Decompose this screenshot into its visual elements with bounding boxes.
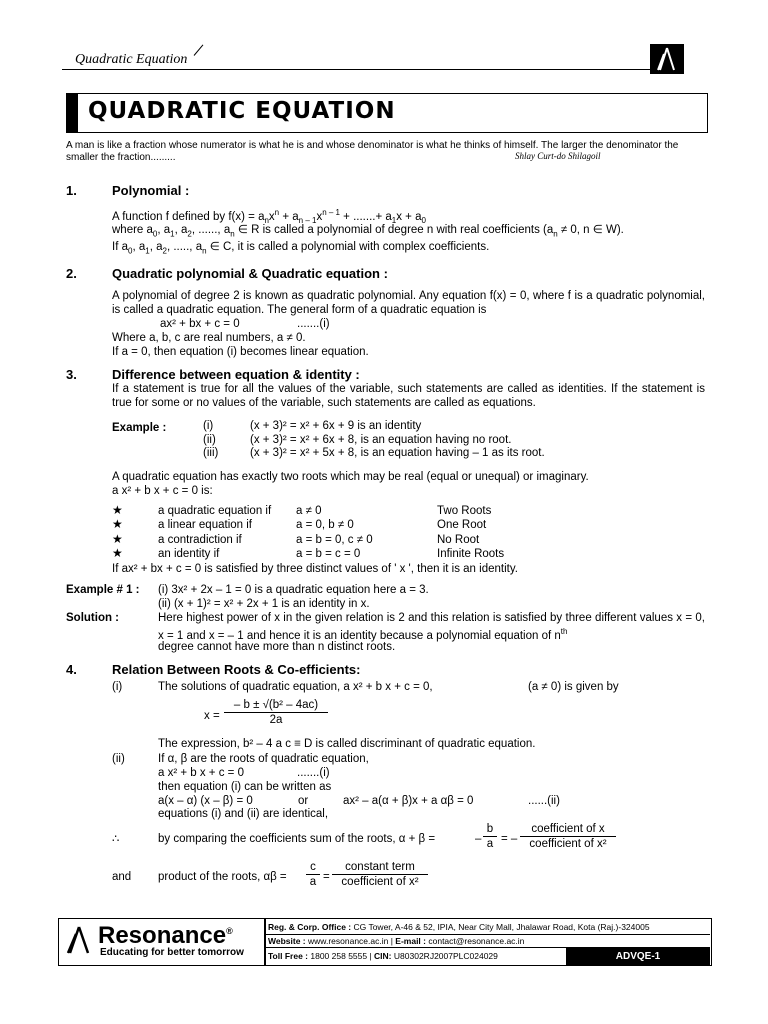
title-bar	[66, 93, 78, 133]
case-result: Two Roots	[437, 505, 492, 517]
example-1-line-2: (ii) (x + 1)² = x² + 2x + 1 is an identity in x.	[158, 598, 370, 610]
case-condition: a = b = 0, c ≠ 0	[296, 534, 373, 546]
identity-note: If ax² + bx + c = 0 is satisfied by three distinct values of ' x ', then it is an identity.	[112, 563, 518, 575]
expanded-form: ax² – a(α + β)x + a αβ = 0	[343, 795, 474, 807]
star-bullet-icon: ★	[112, 517, 123, 531]
expanded-form-tag: ......(ii)	[528, 795, 560, 807]
footer-rule	[266, 934, 710, 935]
factored-form: a(x – α) (x – β) = 0	[158, 795, 253, 807]
product-equals: =	[323, 871, 330, 883]
sum-ratio-denominator: coefficient of x²	[529, 838, 607, 850]
example-text: (x + 3)² = x² + 6x + 9 is an identity	[250, 420, 422, 432]
page-code-badge: ADVQE-1	[566, 948, 710, 965]
sum-equals: = –	[501, 833, 518, 845]
item-i-text: The solutions of quadratic equation, a x² + b x + c = 0,	[158, 681, 433, 693]
or-word: or	[298, 795, 309, 807]
example-1-line-1: (i) 3x² + 2x – 1 = 0 is a quadratic equation here a = 3.	[158, 584, 429, 596]
product-coefficient-ratio	[332, 861, 428, 888]
item-i-condition: (a ≠ 0) is given by	[528, 681, 619, 693]
linear-note: If a = 0, then equation (i) becomes linear equation.	[112, 346, 369, 358]
section-3-title: Difference between equation & identity :	[112, 367, 360, 382]
item-ii-equation-tag: .......(i)	[297, 767, 330, 779]
real-coefficients-line: where $a_0$, $a_1$, $a_2$, ......, $a_n$ ∈ R is called a polynomial of degree n with real coefficients ($a_n \ne 0$, n ∈ W).	[112, 224, 624, 239]
solution-text: Here highest power of x in the given relation is 2 and this relation is satisfied by three different values x = 0, x = 1 and x = – 1 and hence it is an identity because a polynomial equation of $n^{th}$	[158, 612, 705, 642]
item-ii-text: If α, β are the roots of quadratic equation,	[158, 753, 369, 765]
sum-of-roots-text: by comparing the coefficients sum of the roots, α + β =	[158, 833, 436, 845]
formula-x: x =	[204, 710, 220, 722]
email-link[interactable]: contact@resonance.ac.in	[428, 936, 525, 946]
example-tag: (ii)	[203, 434, 216, 446]
header-rule	[62, 69, 650, 70]
case-result: No Root	[437, 534, 480, 546]
product-ratio-numerator: constant term	[332, 861, 428, 875]
solution-label: Solution :	[66, 612, 120, 624]
section-1-number: 1.	[66, 183, 77, 198]
case-result: One Root	[437, 519, 487, 531]
resonance-logo-icon	[650, 44, 684, 74]
complex-coefficients-line: If $a_0$, $a_1$, $a_2$, ....., $a_n$ ∈ C, it is called a polynomial with complex coefficients.	[112, 241, 490, 256]
product-of-roots-text: product of the roots, αβ =	[158, 871, 287, 883]
footer-office: Reg. & Corp. Office : CG Tower, A-46 & 52, IPIA, Near City Mall, Jhalawar Road, Kota (Raj.)-324005	[268, 922, 650, 932]
footer-tollfree: Toll Free : 1800 258 5555 | CIN: U80302RJ2007PLC024029	[268, 951, 498, 961]
therefore-icon: ∴	[112, 833, 120, 845]
footer-divider	[264, 918, 266, 966]
item-i-tag: (i)	[112, 681, 123, 693]
section-4-title: Relation Between Roots & Co-efficients:	[112, 662, 361, 677]
star-bullet-icon: ★	[112, 546, 123, 560]
sum-fraction	[483, 823, 497, 850]
item-ii-tag: (ii)	[112, 753, 125, 765]
star-bullet-icon: ★	[112, 503, 123, 517]
discriminant-line: The expression, b² – 4 a c ≡ D is called discriminant of quadratic equation.	[158, 738, 536, 750]
footer-logo-icon	[64, 924, 94, 959]
sum-fraction-denominator: a	[486, 838, 494, 850]
equation-tag-i: .......(i)	[297, 318, 330, 330]
website-link[interactable]: www.resonance.ac.in	[308, 936, 389, 946]
section-4-number: 4.	[66, 662, 77, 677]
quadratic-formula-denominator: 2a	[269, 714, 283, 726]
case-result: Infinite Roots	[437, 548, 505, 560]
quote: A man is like a fraction whose numerator is what he is and whose denominator is what he thinks of himself. The larger the denominator the smaller the fraction.........	[66, 140, 679, 163]
coefficients-note: Where a, b, c are real numbers, a ≠ 0.	[112, 332, 306, 344]
signature: Shlay Curt-do Shilagoil	[515, 151, 601, 161]
example-text: (x + 3)² = x² + 5x + 8, is an equation having – 1 as its root.	[250, 447, 545, 459]
footer-brand: Resonance®	[98, 922, 233, 949]
section-2-title: Quadratic polynomial & Quadratic equation :	[112, 266, 388, 281]
example-text: (x + 3)² = x² + 6x + 8, is an equation having no root.	[250, 434, 512, 446]
product-fraction	[306, 861, 320, 888]
case-condition: a = 0, b ≠ 0	[296, 519, 354, 531]
product-ratio-denominator: coefficient of x²	[341, 876, 419, 888]
example-label: Example :	[112, 422, 167, 434]
quadratic-formula-numerator: – b ± √(b² – 4ac)	[224, 699, 328, 713]
star-bullet-icon: ★	[112, 532, 123, 546]
section-2-number: 2.	[66, 266, 77, 281]
polynomial-definition: A function f defined by $f(x) = a_nx^n + a_{n - 1}x^{n - 1}$ + .......+ $a_1x + a_0$	[112, 208, 426, 226]
cases-intro: a x² + b x + c = 0 is:	[112, 485, 213, 497]
case-what: an identity if	[158, 548, 220, 560]
running-title: Quadratic Equation	[75, 52, 188, 67]
item-ii-equation: a x² + b x + c = 0	[158, 767, 244, 779]
case-condition: a ≠ 0	[296, 505, 322, 517]
section-1-title: Polynomial :	[112, 183, 190, 198]
case-what: a quadratic equation if	[158, 505, 272, 517]
item-ii-then: then equation (i) can be written as	[158, 781, 332, 793]
product-fraction-numerator: c	[306, 861, 320, 875]
and-word: and	[112, 871, 132, 883]
footer-contact: Website : www.resonance.ac.in | E-mail : contact@resonance.ac.in	[268, 936, 525, 946]
product-fraction-denominator: a	[309, 876, 317, 888]
case-what: a contradiction if	[158, 534, 242, 546]
quadratic-formula	[224, 699, 328, 726]
minus-sign: –	[475, 833, 482, 845]
identical-note: equations (i) and (ii) are identical,	[158, 808, 329, 820]
sum-fraction-numerator: b	[483, 823, 497, 837]
section-3-number: 3.	[66, 367, 77, 382]
example-tag: (i)	[203, 420, 214, 432]
section-2-paragraph: A polynomial of degree 2 is known as quadratic polynomial. Any equation f(x) = 0, where f is a quadratic polynomial, is called a quadratic equation. The general form of a quadratic equation is	[112, 290, 705, 316]
example-tag: (iii)	[203, 447, 219, 459]
page-title: QUADRATIC EQUATION	[88, 98, 396, 124]
case-condition: a = b = c = 0	[296, 548, 361, 560]
two-roots-note: A quadratic equation has exactly two roots which may be real (equal or unequal) or imaginary.	[112, 471, 589, 483]
header-rule-slant	[194, 44, 204, 55]
sum-ratio-numerator: coefficient of x	[520, 823, 616, 837]
case-what: a linear equation if	[158, 519, 252, 531]
footer-tagline: Educating for better tomorrow	[100, 947, 244, 958]
sum-coefficient-ratio	[520, 823, 616, 850]
section-3-paragraph: If a statement is true for all the values of the variable, such statements are called as identities. If the statement is true for some or no values of the variable, such statements are called as equations.	[112, 383, 705, 409]
solution-end: degree cannot have more than n distinct roots.	[158, 641, 396, 653]
general-form-equation: ax² + bx + c = 0	[160, 318, 240, 330]
example-1-label: Example # 1 :	[66, 584, 140, 596]
